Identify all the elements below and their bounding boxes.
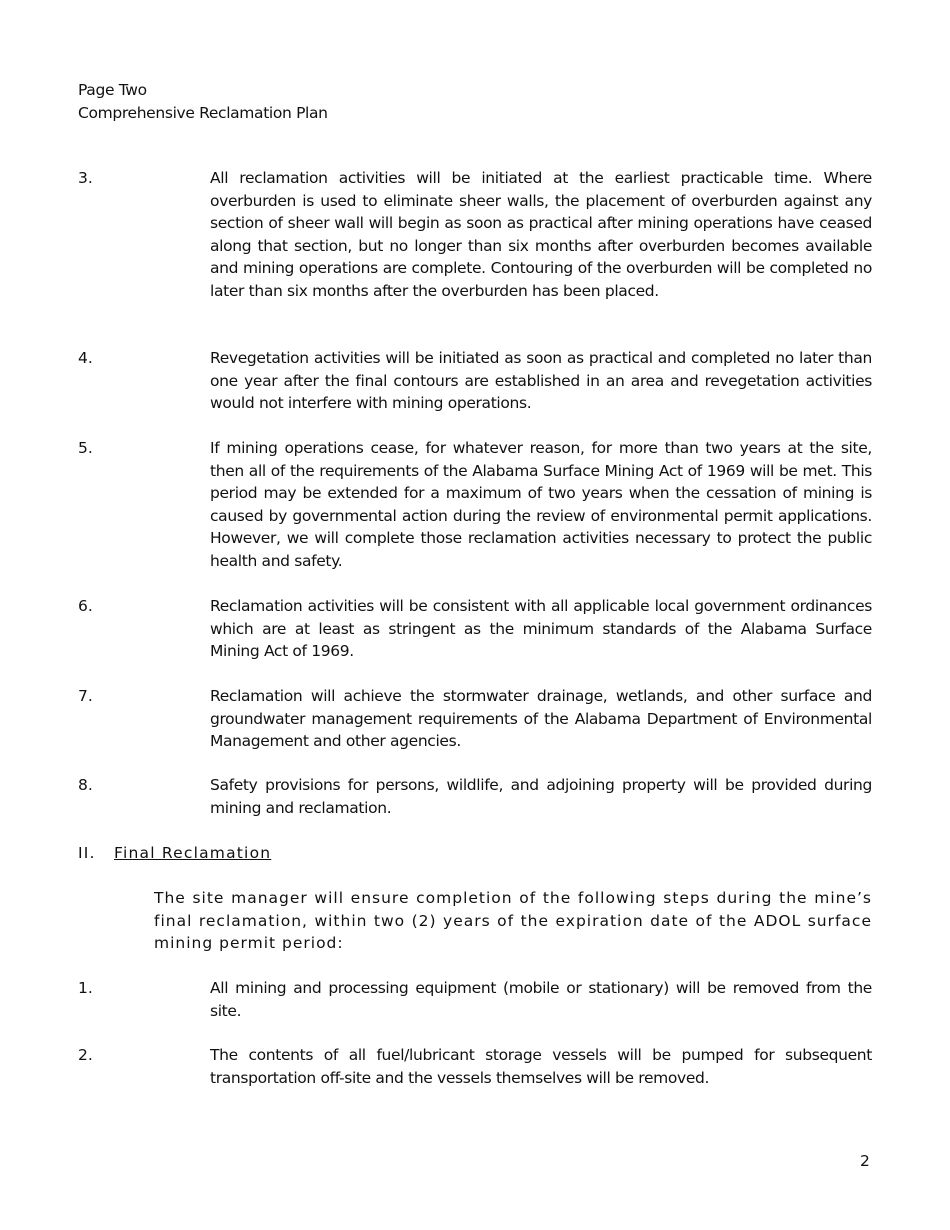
item-text: Safety provisions for persons, wildlife, and adjoining property will be provided during mining and reclamation. <box>210 776 872 817</box>
list-item-1 <box>78 977 872 1022</box>
item-number: 3. <box>78 169 93 187</box>
item-number: 7. <box>78 687 93 705</box>
item-text: If mining operations cease, for whatever reason, for more than two years at the site, then all of the requirements of the Alabama Surface Mining Act of 1969 will be met. This period may be extended for a maximum of two years when the cessation of mining is caused by governmental action during the review of environmental permit applications. However, we will complete those reclamation activities necessary to protect the public health and safety. <box>210 439 872 570</box>
item-text: Revegetation activities will be initiated as soon as practical and completed no later than one year after the final contours are established in an area and revegetation activities would not interfere with mining operations. <box>210 349 872 412</box>
section-heading <box>78 842 271 865</box>
header-line-1: Page Two <box>78 81 147 99</box>
section-intro-paragraph: The site manager will ensure completion of the following steps during the mine’s final reclamation, within two (2) years of the expiration date of the ADOL surface mining permit period: <box>154 889 872 952</box>
section-title: Final Reclamation <box>114 844 272 862</box>
list-item-2 <box>78 1044 872 1089</box>
item-number: 4. <box>78 349 93 367</box>
item-text: The contents of all fuel/lubricant storage vessels will be pumped for subsequent transportation off-site and the vessels themselves will be removed. <box>210 1046 872 1087</box>
section-roman-numeral: II. <box>78 844 96 862</box>
item-number: 5. <box>78 439 93 457</box>
item-text: All reclamation activities will be initiated at the earliest practicable time. Where overburden is used to eliminate sheer walls, the placement of overburden against any section of sheer wall will begin as soon as practical after mining operations have ceased along that section, but no longer than six months after overburden becomes available and mining operations are complete. Contouring of the overburden will be completed no later than six months after the overburden has been placed. <box>210 169 872 300</box>
item-number: 2. <box>78 1046 93 1064</box>
item-number: 1. <box>78 979 93 997</box>
list-item-5 <box>78 437 872 572</box>
page-header <box>78 79 328 124</box>
item-text: Reclamation activities will be consistent with all applicable local government ordinances which are at least as stringent as the minimum standards of the Alabama Surface Mining Act of 1969. <box>210 597 872 660</box>
header-line-2: Comprehensive Reclamation Plan <box>78 103 328 122</box>
page-number: 2 <box>860 1152 870 1170</box>
list-item-8 <box>78 774 872 819</box>
list-item-4 <box>78 347 872 415</box>
item-number: 6. <box>78 597 93 615</box>
list-item-7 <box>78 685 872 753</box>
list-item-3 <box>78 167 872 302</box>
list-item-6 <box>78 595 872 663</box>
item-text: All mining and processing equipment (mobile or stationary) will be removed from the site. <box>210 979 872 1020</box>
item-text: Reclamation will achieve the stormwater drainage, wetlands, and other surface and groundwater management requirements of the Alabama Department of Environmental Management and other agencies. <box>210 687 872 750</box>
item-number: 8. <box>78 776 93 794</box>
